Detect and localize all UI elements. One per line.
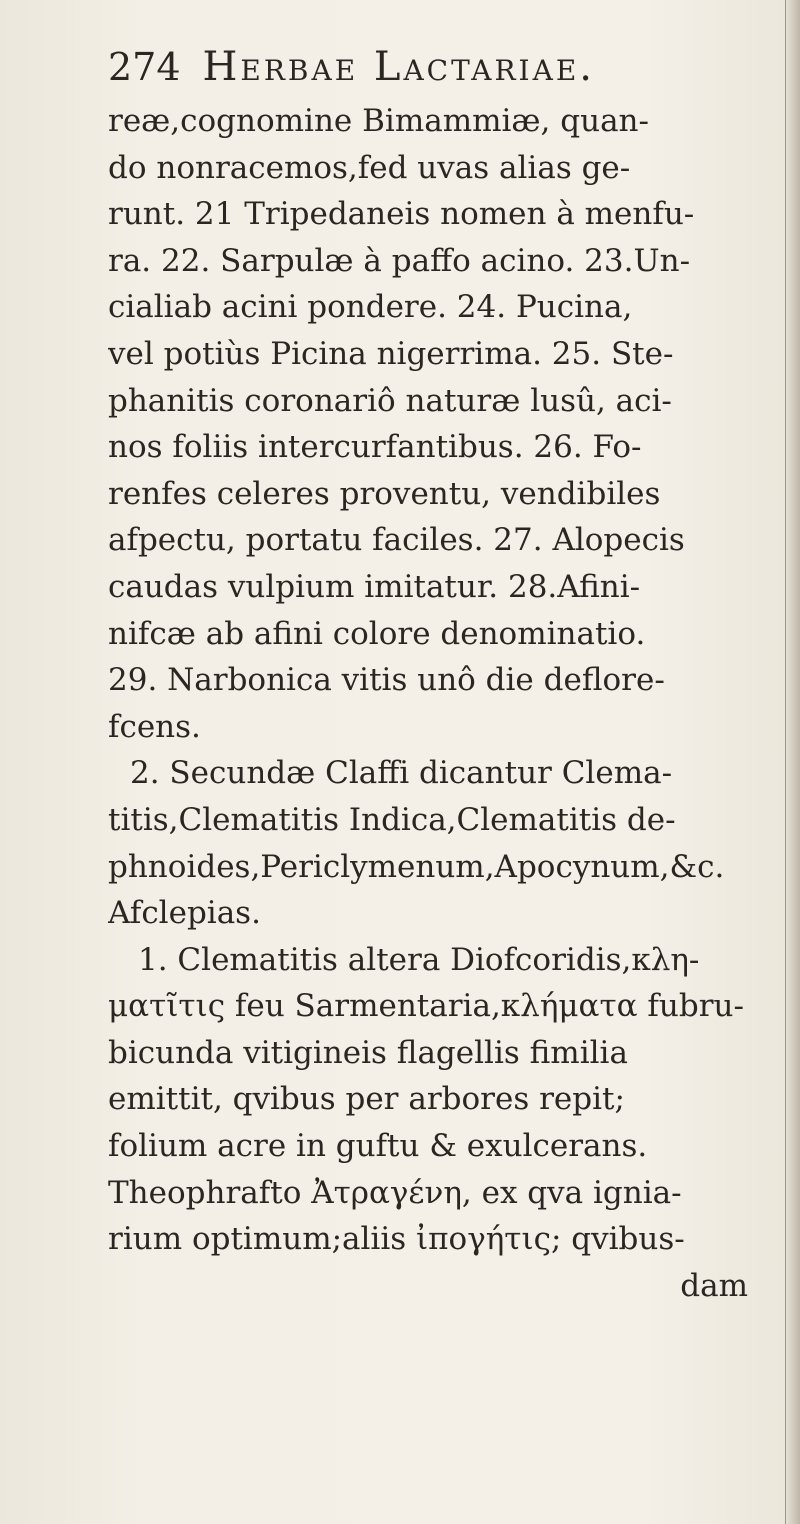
page-header — [108, 44, 748, 104]
page-edge — [785, 0, 800, 1524]
text-line: afpectu, portatu faciles. 27. Alopecis — [108, 522, 685, 559]
text-line: titis,Clematitis Indica,Clematitis de- — [108, 801, 676, 838]
text-line: emittit, qvibus per arbores repit; — [108, 1081, 625, 1118]
text-line: nos foliis intercurfantibus. 26. Fo- — [108, 429, 642, 466]
text-line: runt. 21 Tripedaneis nomen à menfu- — [108, 196, 695, 233]
text-line: Theophrafto Ἀτραγένη, ex qva ignia- — [108, 1174, 682, 1211]
text-line: reæ,cognomine Bimammiæ, quan- — [108, 103, 649, 139]
text-line: do nonracemos,fed uvas alias ge- — [108, 149, 631, 186]
text-line: fcens. — [108, 708, 201, 745]
catchword: dam — [680, 1267, 748, 1304]
text-line: vel potiùs Picina nigerrima. 25. Ste- — [108, 335, 674, 372]
running-title: Herbae Lactariae. — [202, 44, 595, 90]
text-line: bicunda vitigineis flagellis fimilia — [108, 1034, 628, 1071]
text-line: folium acre in guftu & exulcerans. — [108, 1128, 648, 1165]
body-text — [108, 98, 768, 1309]
page-number: 274 — [108, 45, 181, 89]
text-line: cialiab acini pondere. 24. Pucina, — [108, 289, 633, 326]
text-line: rium optimum;aliis ἰπογήτις; qvibus- — [108, 1221, 685, 1258]
paragraph-start-line: 1. Clematitis altera Diofcoridis,κλη- — [138, 941, 700, 978]
text-line: ματῖτις feu Sarmentaria,κλήματα fubru- — [108, 988, 744, 1025]
text-line: 29. Narbonica vitis unô die deflore- — [108, 662, 665, 699]
text-line: ra. 22. Sarpulæ à paffo acino. 23.Un- — [108, 242, 691, 279]
text-line: phnoides,Periclymenum,Apocynum,&c. — [108, 848, 725, 885]
text-line: renfes celeres proventu, vendibiles — [108, 475, 661, 512]
text-line: nifcæ ab afini colore denominatio. — [108, 615, 646, 652]
text-line: Afclepias. — [108, 895, 261, 932]
section-heading-line: 2. Secundæ Claffi dicantur Clema- — [130, 755, 673, 792]
text-line: caudas vulpium imitatur. 28.Afini- — [108, 568, 641, 605]
text-line: phanitis coronariô naturæ lusû, aci- — [108, 382, 672, 419]
